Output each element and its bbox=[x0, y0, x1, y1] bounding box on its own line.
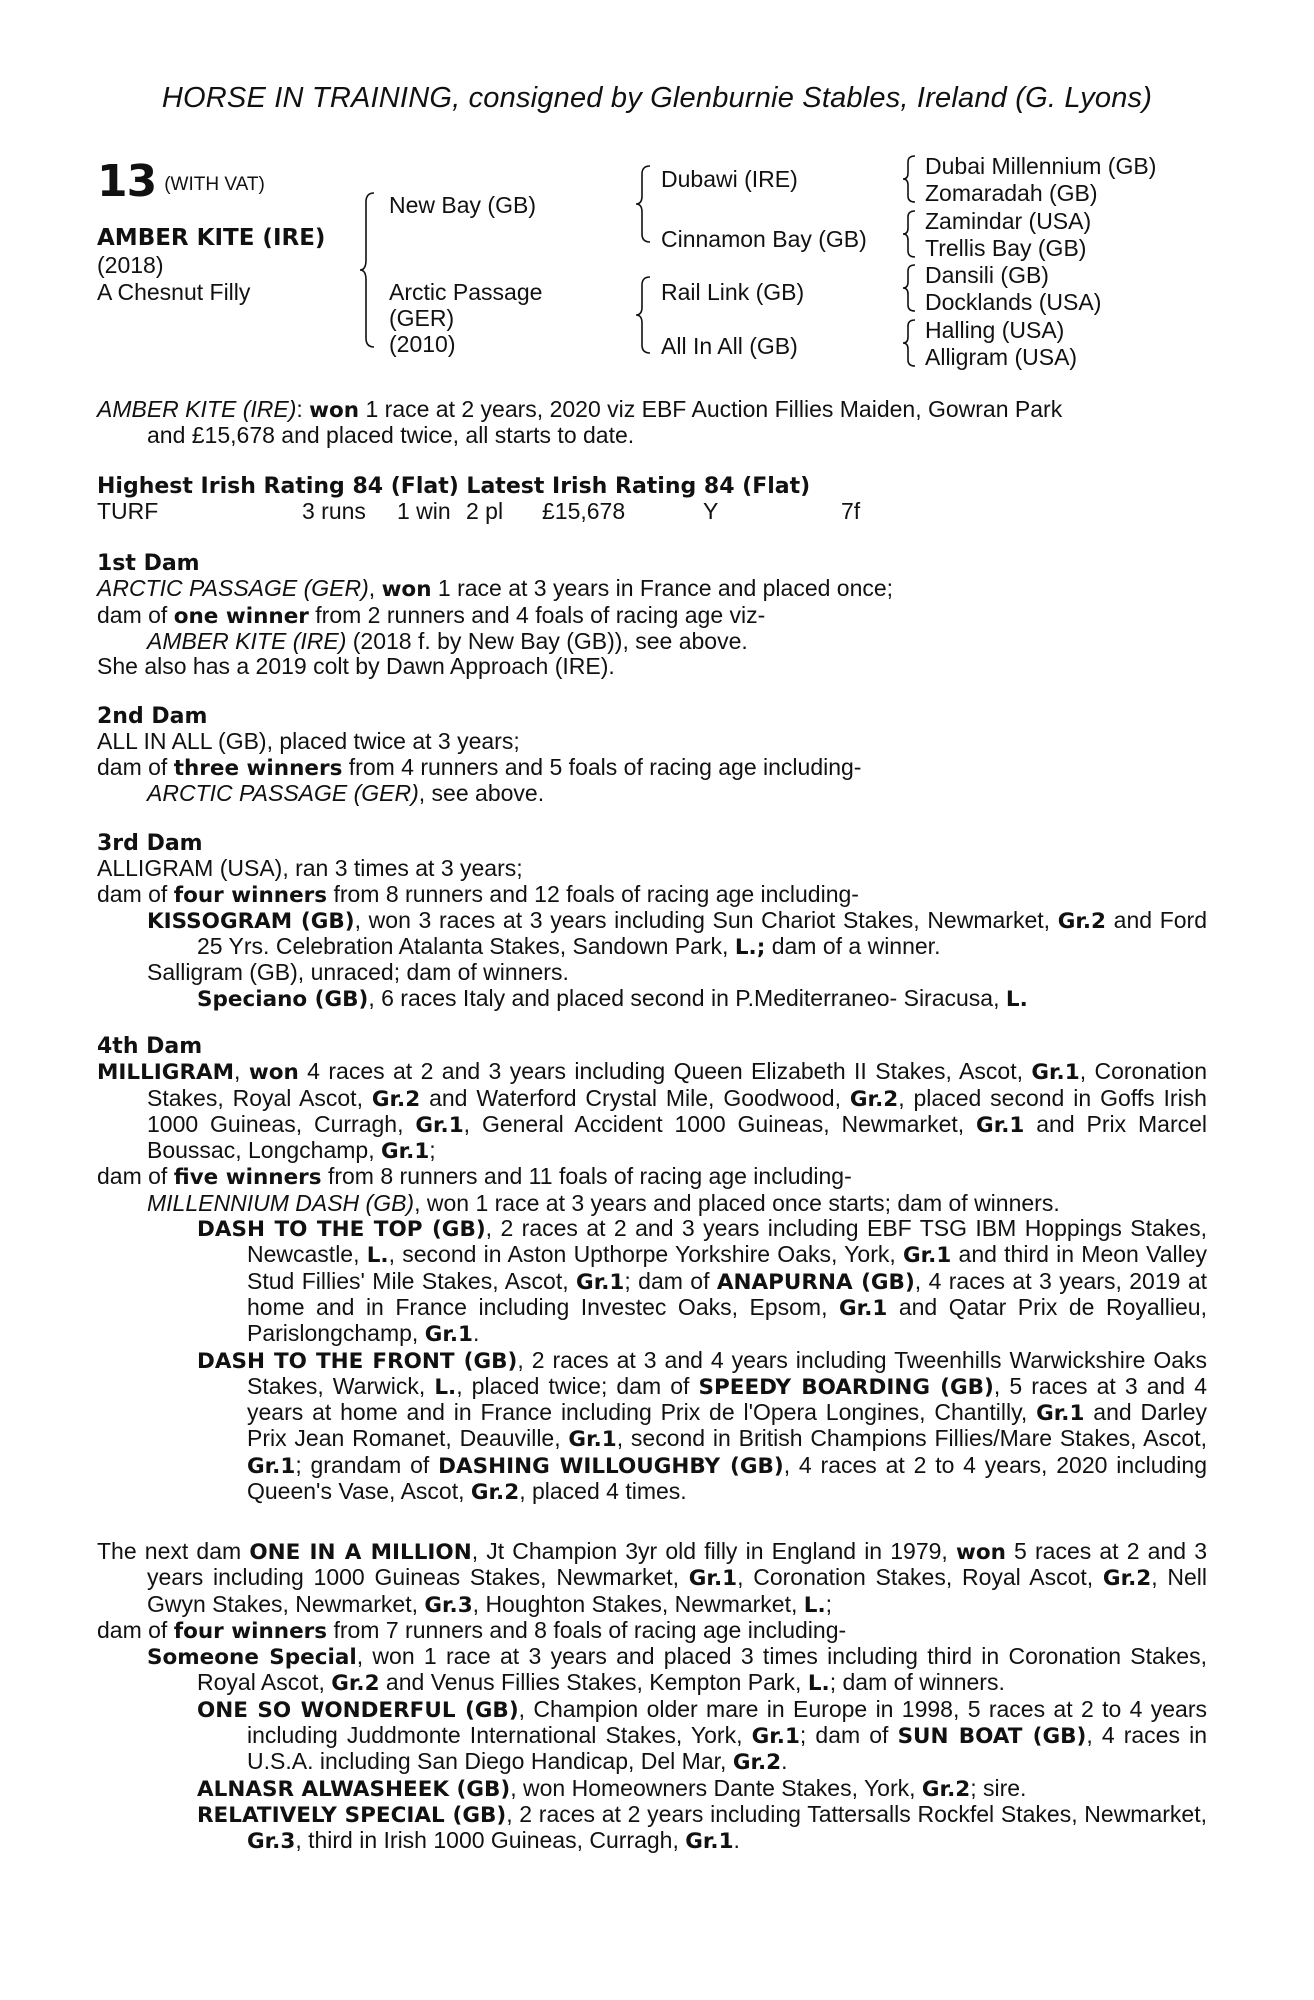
rating-wins: 1 win bbox=[397, 498, 451, 525]
third-dam-heading: 3rd Dam bbox=[97, 831, 203, 856]
rating-block bbox=[97, 474, 1207, 525]
pedigree-dam-dam: All In All (GB) bbox=[661, 333, 798, 359]
pedigree-dam-year: (2010) bbox=[389, 331, 456, 357]
first-dam-heading: 1st Dam bbox=[97, 551, 200, 576]
pedigree-brace-7 bbox=[903, 318, 919, 368]
pedigree-dam-name: Arctic Passage bbox=[389, 279, 543, 305]
pedigree-gg-6: Docklands (USA) bbox=[925, 289, 1102, 315]
rating-distance: 7f bbox=[841, 498, 861, 525]
rating-prize: £15,678 bbox=[542, 498, 626, 525]
lot-number: 13 bbox=[97, 156, 157, 207]
third-dam-section: 3rd Dam ALLIGRAM (USA), ran 3 times at 3 years; dam of four winners from 8 runners and 12 foals of racing age including- KISSOGRAM (GB), won 3 races at 3 years including Sun Chariot Stakes, Newmarket, Gr.2 and Ford 25 Yrs. Celebration Atalanta Stakes, Sandown Park, L.; dam of a winner. Salligram (GB), unraced; dam of winners. Speciano (GB), 6 races Italy and placed second in P.Mediterraneo- Siracusa, L. bbox=[97, 831, 1207, 1012]
rating-title: Highest Irish Rating 84 (Flat) Latest Irish Rating 84 (Flat) bbox=[97, 474, 811, 499]
rating-placed: 2 pl bbox=[466, 498, 504, 525]
rating-record-row bbox=[97, 499, 1207, 525]
horse-year: (2018) bbox=[97, 252, 164, 278]
second-dam-heading: 2nd Dam bbox=[97, 704, 208, 729]
pedigree-brace-3 bbox=[636, 275, 656, 355]
lot-heading bbox=[97, 156, 265, 207]
pedigree-gg-2: Zomaradah (GB) bbox=[925, 180, 1098, 206]
rating-flag: Y bbox=[703, 498, 719, 525]
pedigree-gg-4: Trellis Bay (GB) bbox=[925, 235, 1087, 261]
pedigree-gg-5: Dansili (GB) bbox=[925, 262, 1049, 288]
pedigree-dam-sire: Rail Link (GB) bbox=[661, 279, 805, 305]
pedigree-brace-4 bbox=[903, 154, 919, 204]
pedigree-sire: New Bay (GB) bbox=[389, 192, 536, 218]
fourth-dam-heading: 4th Dam bbox=[97, 1034, 203, 1059]
pedigree-gg-3: Zamindar (USA) bbox=[925, 208, 1092, 234]
next-dam-section: The next dam ONE IN A MILLION, Jt Champion 3yr old filly in England in 1979, won 5 races at 2 and 3 years including 1000 Guineas Stakes, Newmarket, Gr.1, Coronation Stakes, Royal Ascot, Gr.2, Nell Gwyn Stakes, Newmarket, Gr.3, Houghton Stakes, Newmarket, L.; dam of four winners from 7 runners and 8 foals of racing age including- Someone Special, won 1 race at 3 years and placed 3 times including third in Coronation Stakes, Royal Ascot, Gr.2 and Venus Fillies Stakes, Kempton Park, L.; dam of winners. ONE SO WONDERFUL (GB), Champion older mare in Europe in 1998, 5 races at 2 to 4 years including Juddmonte International Stakes, York, Gr.1; dam of SUN BOAT (GB), 4 races in U.S.A. including San Diego Handicap, Del Mar, Gr.2. ALNASR ALWASHEEK (GB), won Homeowners Dante Stakes, York, Gr.2; sire. RELATIVELY SPECIAL (GB), 2 races at 2 years including Tattersalls Rockfel Stakes, Newmarket, Gr.3, third in Irish 1000 Guineas, Curragh, Gr.1. bbox=[97, 1538, 1208, 1855]
pedigree-sire-dam: Cinnamon Bay (GB) bbox=[661, 226, 867, 252]
rating-runs: 3 runs bbox=[302, 498, 366, 525]
pedigree-brace-6 bbox=[903, 263, 919, 313]
first-dam-section: 1st Dam ARCTIC PASSAGE (GER), won 1 race at 3 years in France and placed once; dam of one winner from 2 runners and 4 foals of racing age viz- AMBER KITE (IRE) (2018 f. by New Bay (GB)), see above. She also has a 2019 colt by Dawn Approach (IRE). bbox=[97, 551, 1207, 679]
pedigree-gg-8: Alligram (USA) bbox=[925, 344, 1078, 370]
pedigree-sire-sire: Dubawi (IRE) bbox=[661, 166, 798, 192]
pedigree-brace-2 bbox=[636, 164, 656, 244]
pedigree-dam-country: (GER) bbox=[389, 305, 455, 331]
horse-name: AMBER KITE (IRE) bbox=[97, 225, 326, 251]
horse-description: A Chesnut Filly bbox=[97, 279, 251, 305]
pedigree-gg-7: Halling (USA) bbox=[925, 317, 1065, 343]
lot-vat: (WITH VAT) bbox=[164, 174, 265, 195]
race-summary: AMBER KITE (IRE): won 1 race at 2 years, 2020 viz EBF Auction Fillies Maiden, Gowran Park and £15,678 and placed twice, all starts to date. bbox=[97, 396, 1063, 449]
pedigree-gg-1: Dubai Millennium (GB) bbox=[925, 153, 1157, 179]
pedigree-brace-5 bbox=[903, 209, 919, 259]
pedigree-brace-1 bbox=[360, 190, 380, 350]
page-header: HORSE IN TRAINING, consigned by Glenburnie Stables, Ireland (G. Lyons) bbox=[161, 82, 1153, 114]
rating-surface: TURF bbox=[97, 498, 159, 525]
second-dam-section: 2nd Dam ALL IN ALL (GB), placed twice at 3 years; dam of three winners from 4 runners and 5 foals of racing age including- ARCTIC PASSAGE (GER), see above. bbox=[97, 704, 1207, 806]
fourth-dam-section: 4th Dam MILLIGRAM, won 4 races at 2 and 3 years including Queen Elizabeth II Stakes, Ascot, Gr.1, Coronation Stakes, Royal Ascot, Gr.2 and Waterford Crystal Mile, Goodwood, Gr.2, placed second in Goffs Irish 1000 Guineas, Curragh, Gr.1, General Accident 1000 Guineas, Newmarket, Gr.1 and Prix Marcel Boussac, Longchamp, Gr.1; dam of five winners from 8 runners and 11 foals of racing age including- MILLENNIUM DASH (GB), won 1 race at 3 years and placed once starts; dam of winners. DASH TO THE TOP (GB), 2 races at 2 and 3 years including EBF TSG IBM Hoppings Stakes, Newcastle, L., second in Aston Upthorpe Yorkshire Oaks, York, Gr.1 and third in Meon Valley Stud Fillies' Mile Stakes, Ascot, Gr.1; dam of ANAPURNA (GB), 4 races at 3 years, 2019 at home and in France including Investec Oaks, Epsom, Gr.1 and Qatar Prix de Royallieu, Parislongchamp, Gr.1. DASH TO THE FRONT (GB), 2 races at 3 and 4 years including Tweenhills Warwickshire Oaks Stakes, Warwick, L., placed twice; dam of SPEEDY BOARDING (GB), 5 races at 3 and 4 years at home and in France including Prix de l'Opera Longines, Chantilly, Gr.1 and Darley Prix Jean Romanet, Deauville, Gr.1, second in British Champions Fillies/Mare Stakes, Ascot, Gr.1; grandam of DASHING WILLOUGHBY (GB), 4 races at 2 to 4 years, 2020 including Queen's Vase, Ascot, Gr.2, placed 4 times. bbox=[97, 1034, 1208, 1506]
